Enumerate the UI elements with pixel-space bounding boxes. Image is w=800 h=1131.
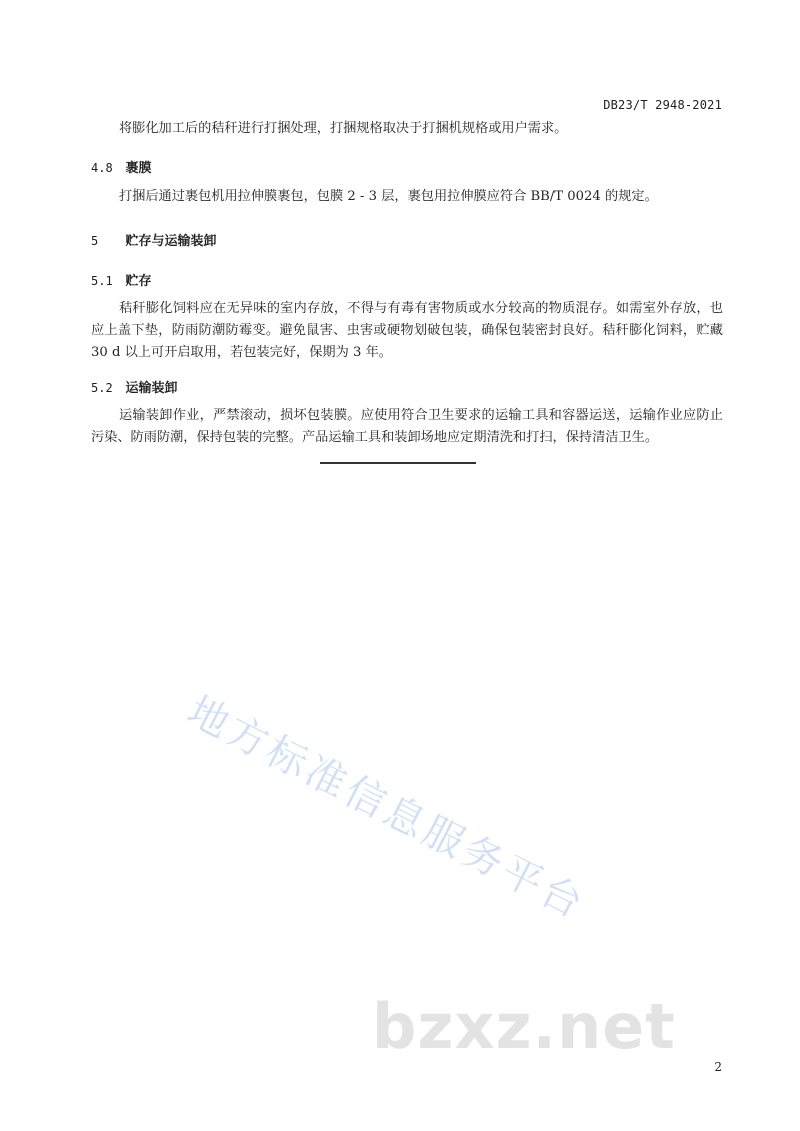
- url-watermark: bzxz.net: [372, 990, 676, 1063]
- section-title: 贮存与运输装卸: [125, 234, 217, 249]
- document-code: DB23/T 2948-2021: [603, 98, 722, 112]
- page-number: 2: [714, 1060, 722, 1074]
- end-of-document-rule: [320, 462, 476, 464]
- section-5-2-paragraph: 运输装卸作业，严禁滚动，损坏包装膜。应使用符合卫生要求的运输工具和容器运送，运输作业应防止污染、防雨防潮，保持包装的完整。产品运输工具和装卸场地应定期清洗和打扫，保持清洁卫生。: [91, 408, 723, 445]
- section-number: 5.1: [91, 274, 113, 288]
- section-number: 5.2: [91, 381, 113, 395]
- section-title: 裹膜: [125, 161, 152, 176]
- intro-paragraph: 将膨化加工后的秸秆进行打捆处理，打捆规格取决于打捆机规格或用户需求。: [119, 121, 568, 136]
- section-title: 贮存: [125, 274, 152, 289]
- section-5-heading: [91, 230, 217, 249]
- section-5-1-paragraph: 秸秆膨化饲料应在无异味的室内存放，不得与有毒有害物质或水分较高的物质混存。如需室外存放，也应上盖下垫，防雨防潮防霉变。避免鼠害、虫害或硬物划破包装，确保包装密封良好。秸秆膨化饲料，贮藏 30 d 以上可开启取用，若包装完好，保期为 3 年。: [91, 301, 723, 360]
- section-number: 5: [91, 234, 99, 248]
- section-4-8-paragraph: 打捆后通过裹包机用拉伸膜裹包，包膜 2 - 3 层，裹包用拉伸膜应符合 BB/T 0024 的规定。: [119, 189, 658, 204]
- section-title: 运输装卸: [125, 381, 178, 396]
- chinese-watermark: 地方标准信息服务平台: [180, 688, 593, 929]
- section-5-2-heading: [91, 377, 178, 396]
- section-number: 4.8: [91, 161, 113, 175]
- section-4-8-heading: [91, 157, 152, 176]
- section-5-1-heading: [91, 270, 152, 289]
